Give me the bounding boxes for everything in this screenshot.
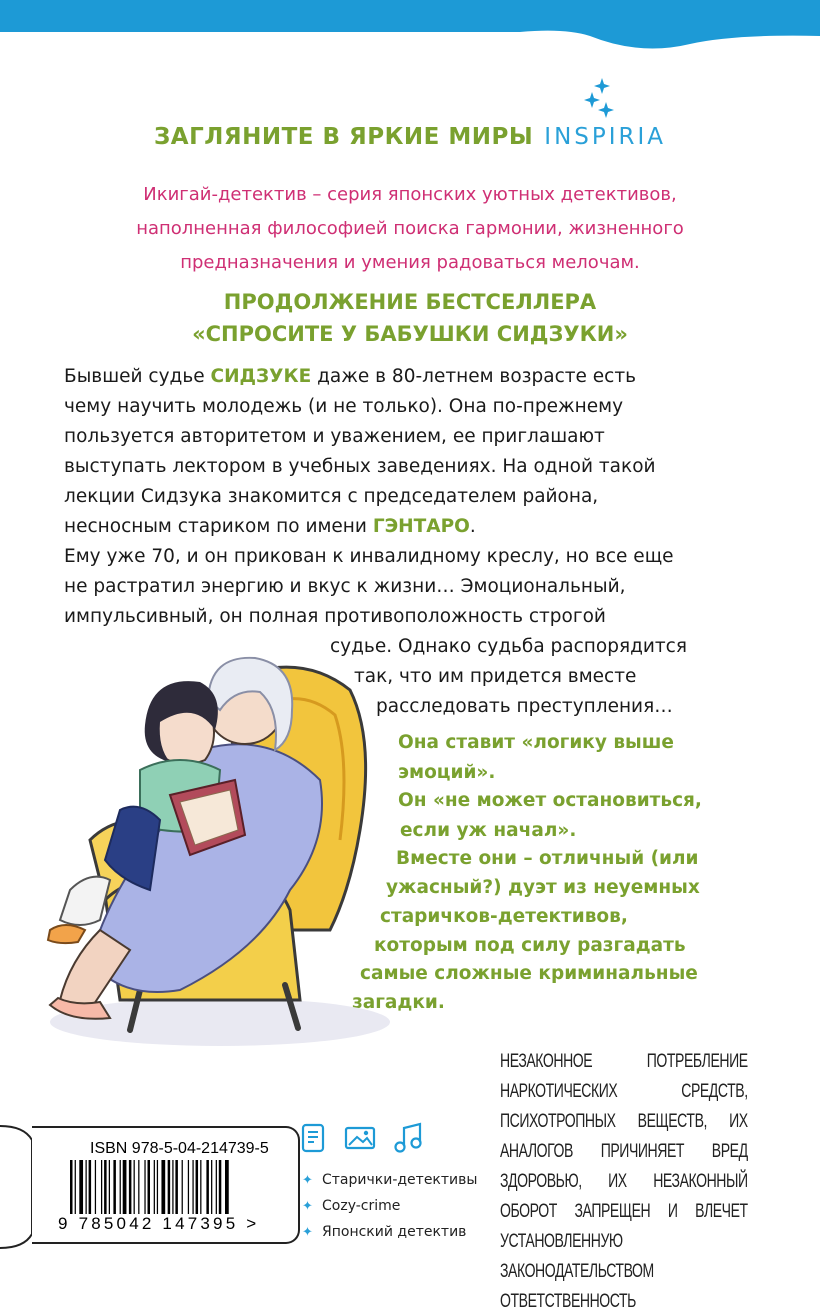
description-line: Бывшей судье СИДЗУКЕ даже в 80-летнем возрасте есть	[64, 366, 637, 387]
brand-name: INSPIRIA	[544, 124, 667, 150]
isbn-label: ISBN 978-5-04-214739-5	[90, 1140, 269, 1157]
series-line: Икигай-детектив – серия японских уютных детективов,	[143, 184, 677, 205]
description-line: импульсивный, он полная противоположность строгой	[64, 606, 606, 627]
highlight-line: Она ставит «логику выше	[398, 732, 674, 753]
ebook-icon	[303, 1125, 323, 1151]
feature-icons	[300, 1122, 430, 1154]
highlight-line: которым под силу разгадать	[374, 935, 686, 956]
description-line: лекции Сидзука знакомится с председателем района,	[64, 486, 599, 507]
description-line: несносным стариком по имени ГЭНТАРО.	[64, 516, 476, 537]
star-bullet-icon: ✦	[302, 1199, 313, 1214]
description-line: расследовать преступления…	[376, 696, 673, 717]
star-bullet-icon: ✦	[302, 1173, 313, 1188]
highlight-line: Вместе они – отличный (или	[396, 848, 699, 869]
highlight-line: если уж начал».	[400, 820, 577, 841]
subtitle-line: ПРОДОЛЖЕНИЕ БЕСТСЕЛЛЕРА	[223, 290, 597, 314]
series-line: наполненная философией поиска гармонии, жизненного	[136, 218, 684, 239]
music-icon	[396, 1124, 421, 1152]
sparkle-stars-icon	[582, 76, 622, 126]
series-header	[0, 124, 820, 150]
character-name-shizuka: СИДЗУКЕ	[210, 366, 312, 387]
description-line: чему научить молодежь (и не только). Она по-прежнему	[64, 396, 624, 417]
barcode-image	[70, 1160, 280, 1216]
barcode-digits: 9 785042 147395 >	[58, 1214, 260, 1233]
header-title: ЗАГЛЯНИТЕ В ЯРКИЕ МИРЫ	[153, 124, 534, 150]
description-line: так, что им придется вместе	[354, 666, 637, 687]
star-bullet-icon: ✦	[302, 1225, 313, 1240]
series-line: предназначения и умения радоваться мелочам.	[180, 252, 640, 273]
grandmother-reading-illustration	[30, 630, 400, 1050]
highlight-line: самые сложные криминальные	[360, 963, 698, 984]
description-line: судье. Однако судьба распорядится	[330, 636, 687, 657]
series-description	[40, 178, 780, 280]
genre-tag: ✦ Старички-детективы	[302, 1172, 478, 1188]
sequel-subtitle	[40, 286, 780, 350]
subtitle-line: «СПРОСИТЕ У БАБУШКИ СИДЗУКИ»	[192, 322, 628, 346]
highlight-line: Он «не может остановиться,	[398, 790, 702, 811]
top-wave-band	[0, 0, 820, 60]
legal-warning: НЕЗАКОННОЕ ПОТРЕБЛЕНИЕ НАРКОТИЧЕСКИХ СРЕДСТВ, ПСИХОТРОПНЫХ ВЕЩЕСТВ, ИХ АНАЛОГОВ ПРИЧИНЯЕТ ВРЕД ЗДОРОВЬЮ, ИХ НЕЗАКОННЫЙ ОБОРОТ ЗАПРЕЩЕН И ВЛЕЧЕТ УСТАНОВЛЕННУЮ ЗАКОНОДАТЕЛЬСТВОМ ОТВЕТСТВЕННОСТЬ	[500, 1050, 748, 1312]
image-icon	[346, 1128, 374, 1148]
character-name-gentaro: ГЭНТАРО	[372, 516, 470, 537]
highlight-line: старичков-детективов,	[380, 906, 628, 927]
description-line: Ему уже 70, и он прикован к инвалидному креслу, но все еще	[64, 546, 674, 567]
genre-tag: ✦ Cozy-crime	[302, 1198, 401, 1214]
description-line: не растратил энергию и вкус к жизни… Эмоциональный,	[64, 576, 626, 597]
description-line: пользуется авторитетом и уважением, ее приглашают	[64, 426, 605, 447]
highlight-line: эмоций».	[398, 762, 496, 783]
genre-tag: ✦ Японский детектив	[302, 1224, 467, 1240]
highlight-line: загадки.	[352, 992, 445, 1013]
highlight-line: ужасный?) дуэт из неуемных	[386, 877, 700, 898]
description-line: выступать лектором в учебных заведениях. На одной такой	[64, 456, 656, 477]
